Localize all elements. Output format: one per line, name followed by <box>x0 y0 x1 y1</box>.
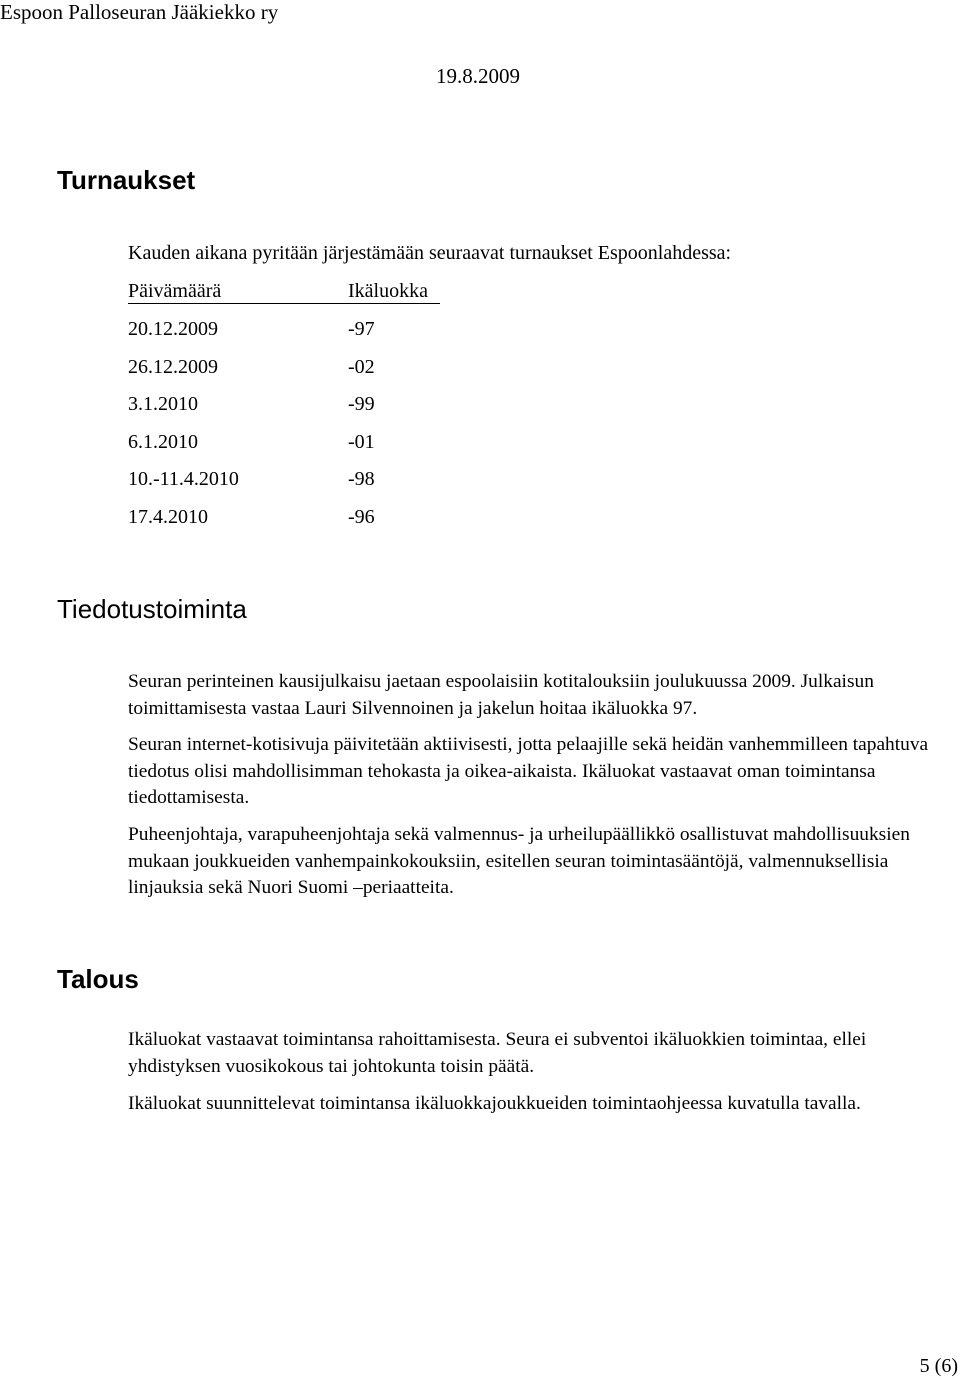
tournament-table <box>128 279 440 543</box>
table-row <box>128 392 440 430</box>
paragraph: Ikäluokat suunnittelevat toimintansa ikäluokkajoukkueiden toimintaohjeessa kuvatulla tavalla. <box>128 1093 861 1115</box>
paragraph: Puheenjohtaja, varapuheenjohtaja sekä valmennus- ja urheilupäällikkö osallistuvat mahdollisuuksien mukaan joukkueiden vanhempainkokouksiin, esitellen seuran toimintasääntöjä, valmennuksellisia linjauksia sekä Nuori Suomi –periaatteita. <box>128 823 910 899</box>
table-row <box>128 430 440 468</box>
tournament-age-class: -96 <box>348 505 375 528</box>
column-header-date: Päivämäärä <box>128 280 222 302</box>
table-row <box>128 317 440 355</box>
paragraph: Seuran internet-kotisivuja päivitetään aktiivisesti, jotta pelaajille sekä heidän vanhemmilleen tapahtuva tiedotus olisi mahdollisimman tehokasta ja oikea-aikaista. Ikäluokat vastaavat oman toimintansa tiedottamisesta. <box>128 734 929 809</box>
document-date: 19.8.2009 <box>436 64 520 88</box>
paragraph: Seuran perinteinen kausijulkaisu jaetaan espoolaisiin kotitalouksiin joulukuussa 2009. Julkaisun toimittamisesta vastaa Lauri Silvennoinen ja jakelun hoitaa ikäluokka 97. <box>128 671 874 719</box>
organization-name: Espoon Palloseuran Jääkiekko ry <box>0 0 279 24</box>
tournament-age-class: -97 <box>348 318 375 340</box>
tournament-age-class: -02 <box>348 355 375 378</box>
tournament-table-header <box>128 279 440 304</box>
tiedotustoiminta-body <box>128 669 958 912</box>
tournament-date: 20.12.2009 <box>128 318 218 340</box>
tournament-date: 17.4.2010 <box>128 505 208 528</box>
tournament-date: 6.1.2010 <box>128 430 198 453</box>
column-header-age-class: Ikäluokka <box>348 280 428 302</box>
page-number: 5 (6) <box>919 1355 958 1377</box>
tournament-date: 26.12.2009 <box>128 355 218 378</box>
heading-turnaukset: Turnaukset <box>57 165 196 195</box>
tournament-age-class: -99 <box>348 393 375 416</box>
table-row <box>128 505 440 543</box>
turnaukset-intro: Kauden aikana pyritään järjestämään seuraavat turnaukset Espoonlahdessa: <box>128 242 732 264</box>
tournament-age-class: -98 <box>348 468 375 491</box>
table-row <box>128 355 440 393</box>
tournament-age-class: -01 <box>348 430 375 453</box>
tournament-date: 10.-11.4.2010 <box>128 468 239 491</box>
tournament-date: 3.1.2010 <box>128 393 198 416</box>
heading-talous: Talous <box>57 964 139 994</box>
heading-tiedotustoiminta: Tiedotustoiminta <box>57 594 247 624</box>
paragraph: Ikäluokat vastaavat toimintansa rahoittamisesta. Seura ei subventoi ikäluokkien toimintaa, ellei yhdistyksen vuosikokous tai johtokunta toisin päätä. <box>128 1029 867 1077</box>
talous-body <box>128 1027 958 1129</box>
table-row <box>128 467 440 505</box>
